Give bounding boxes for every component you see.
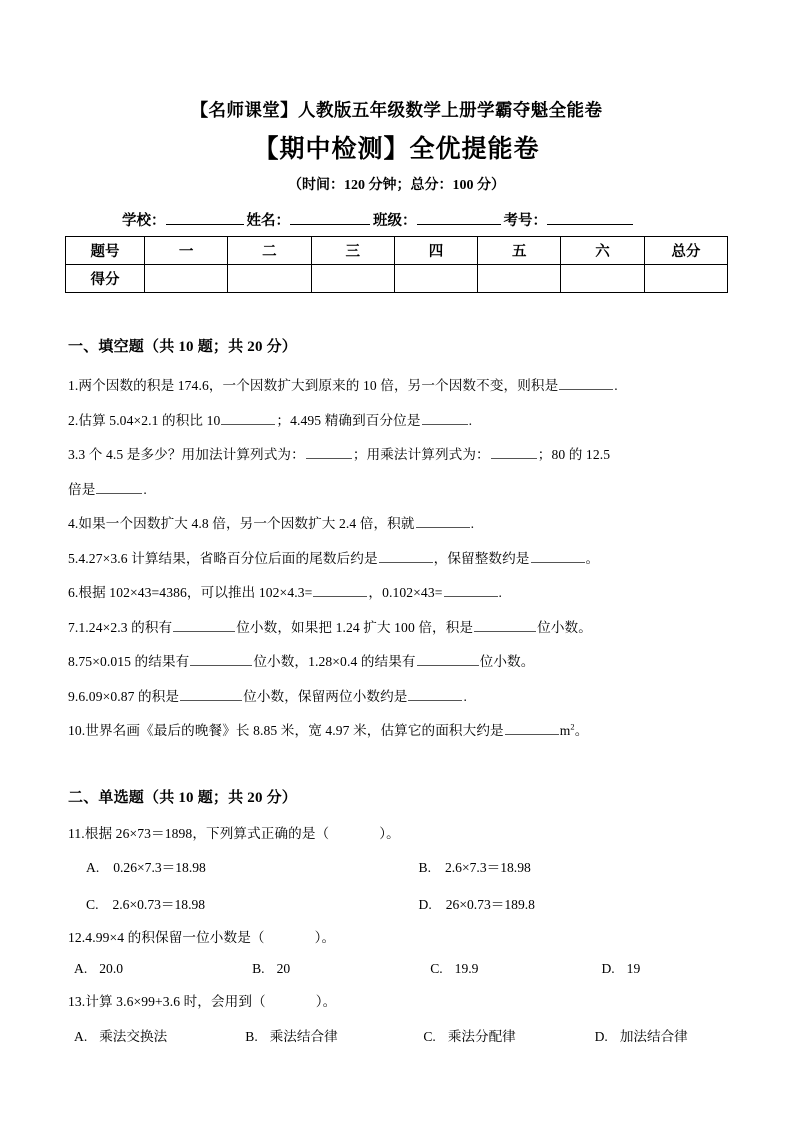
question-13-option-a-text: 乘法交换法: [99, 1028, 168, 1044]
question-12-option-b-text: 20: [276, 961, 291, 976]
exam-time-score-info: （时间：120 分钟；总分：100 分）: [288, 178, 505, 194]
question-6-blank-2[interactable]: [444, 583, 498, 597]
question-12-option-d[interactable]: [595, 961, 753, 977]
question-1: [0, 358, 793, 393]
question-3-text-e: .: [143, 481, 147, 497]
page-subtitle: 【期中检测】全优提能卷: [253, 135, 540, 163]
question-7-blank-2[interactable]: [474, 618, 536, 632]
question-11-stem: 根据 26×73＝1898，下列算式正确的是（: [84, 825, 330, 841]
school-blank[interactable]: [166, 224, 244, 225]
question-7-number: 7.: [68, 619, 79, 635]
question-6-blank-1[interactable]: [313, 583, 367, 597]
question-5-text-a: 4.27×3.6 计算结果，省略百分位后面的尾数后约是: [78, 550, 378, 566]
score-table-row-label-question: 题号: [66, 237, 145, 265]
question-13-option-c[interactable]: [417, 1025, 588, 1045]
question-4-number: 4.: [68, 516, 79, 532]
question-13-option-b-text: 乘法结合律: [269, 1028, 338, 1044]
question-9-text-a: 6.09×0.87 的积是: [78, 688, 180, 704]
question-3-blank-1[interactable]: [306, 445, 352, 459]
question-6: [0, 565, 793, 600]
score-table: [65, 236, 728, 293]
question-11-option-row-1: [68, 856, 733, 876]
question-8-number: 8.: [68, 654, 79, 670]
question-2-blank-2[interactable]: [422, 411, 468, 425]
question-3-text-b: ；用乘法计算列式为：: [352, 447, 490, 463]
question-10-blank-1[interactable]: [505, 721, 559, 735]
class-label: 班级：: [373, 213, 417, 230]
question-8-text-a: 75×0.015 的结果有: [78, 654, 190, 670]
question-13-option-a[interactable]: [68, 1025, 239, 1045]
page-title: 【名师课堂】人教版五年级数学上册学霸夺魁全能卷: [190, 100, 603, 120]
question-11-option-c-text: 2.6×0.73＝18.98: [112, 897, 206, 913]
question-12-option-c-text: 19.9: [454, 961, 479, 976]
question-3-text-d: 倍是: [68, 481, 96, 497]
question-12-stem: 4.99×4 的积保留一位小数是（: [85, 930, 265, 946]
question-8-blank-2[interactable]: [417, 652, 479, 666]
school-label: 学校：: [122, 213, 166, 230]
question-2: [0, 393, 793, 428]
question-11: [0, 809, 793, 841]
question-7-text-a: 1.24×2.3 的积有: [78, 619, 173, 635]
question-1-number: 1.: [68, 378, 79, 394]
question-11-options: [0, 840, 793, 913]
question-6-text-a: 根据 102×43=4386，可以推出 102×4.3=: [78, 585, 313, 601]
question-6-text-c: .: [498, 585, 502, 601]
question-9-blank-1[interactable]: [180, 687, 242, 701]
score-table-row-label-score: 得分: [66, 265, 145, 293]
question-11-option-b[interactable]: [401, 856, 734, 876]
question-7-text-c: 位小数。: [537, 619, 592, 635]
score-col-6: 六: [561, 237, 644, 265]
question-13-option-d[interactable]: [589, 1025, 753, 1045]
question-10-text-a: 世界名画《最后的晚餐》长 8.85 米，宽 4.97 米，估算它的面积大约是: [85, 723, 504, 739]
question-11-option-b-text: 2.6×7.3＝18.98: [444, 860, 531, 876]
question-13-option-b-key: B.: [245, 1028, 258, 1044]
question-3: [0, 427, 793, 496]
question-1-text: 两个因数的积是 174.6，一个因数扩大到原来的 10 倍，另一个因数不变，则积是: [78, 378, 559, 394]
question-8-text-b: 位小数，1.28×0.4 的结果有: [253, 654, 416, 670]
question-12-number: 12.: [68, 930, 86, 946]
question-11-option-a[interactable]: [68, 856, 401, 876]
score-cell-6[interactable]: [561, 265, 644, 293]
table-row-scores: [66, 265, 728, 293]
question-10-unit: m: [559, 723, 571, 739]
question-12-option-d-text: 19: [626, 961, 641, 976]
question-5-text-b: ，保留整数约是: [433, 550, 530, 566]
question-9: [0, 669, 793, 704]
question-13-option-a-key: A.: [74, 1028, 88, 1044]
score-cell-2[interactable]: [228, 265, 311, 293]
question-2-text-a: 估算 5.04×2.1 的积比 10: [78, 412, 221, 428]
question-7-blank-1[interactable]: [173, 618, 235, 632]
question-12: [0, 913, 793, 945]
question-13-option-d-key: D.: [594, 1028, 608, 1044]
question-6-text-b: ，0.102×43=: [368, 585, 443, 601]
question-12-option-c[interactable]: [424, 961, 595, 977]
question-11-number: 11.: [68, 825, 85, 841]
question-6-number: 6.: [68, 585, 79, 601]
question-3-text-c: ；80 的 12.5: [537, 447, 611, 463]
score-col-4: 四: [394, 237, 477, 265]
question-11-option-row-2: [68, 876, 733, 913]
question-5-blank-2[interactable]: [531, 549, 585, 563]
question-13-stem: 计算 3.6×99+3.6 时，会用到（: [85, 994, 266, 1009]
question-12-stem-end: ）。: [314, 930, 336, 946]
score-col-2: 二: [228, 237, 311, 265]
score-col-total: 总分: [644, 237, 727, 265]
question-2-number: 2.: [68, 412, 79, 428]
student-info-line: [0, 195, 793, 230]
question-12-option-a[interactable]: [68, 961, 246, 977]
question-13-option-c-text: 乘法分配律: [447, 1028, 516, 1044]
question-12-options: [0, 945, 793, 977]
score-cell-1[interactable]: [145, 265, 228, 293]
exam-number-blank[interactable]: [547, 224, 633, 225]
question-5-blank-1[interactable]: [379, 549, 433, 563]
question-3-blank-2[interactable]: [491, 445, 537, 459]
question-10-number: 10.: [68, 723, 86, 739]
question-12-option-c-key: C.: [430, 961, 443, 976]
question-1-text-end: .: [614, 378, 618, 394]
question-10-unit-exponent: 2: [570, 721, 575, 732]
question-10: [0, 703, 793, 738]
question-9-text-c: .: [463, 688, 467, 704]
question-12-option-b-key: B.: [252, 961, 265, 976]
question-11-option-a-text: 0.26×7.3＝18.98: [113, 860, 206, 876]
question-3-blank-3[interactable]: [96, 480, 142, 494]
question-11-stem-end: ）。: [379, 825, 400, 841]
question-5-text-c: 。: [585, 550, 600, 566]
question-13-option-d-text: 加法结合律: [619, 1028, 688, 1044]
question-2-text-b: ；4.495 精确到百分位是: [276, 412, 421, 428]
score-cell-4[interactable]: [394, 265, 477, 293]
question-13: [0, 977, 793, 1009]
question-13-option-b[interactable]: [239, 1025, 417, 1045]
score-col-5: 五: [478, 237, 561, 265]
question-11-option-d-key: D.: [418, 897, 432, 913]
question-11-option-a-key: A.: [86, 860, 100, 876]
score-col-1: 一: [145, 237, 228, 265]
question-11-option-c[interactable]: [68, 893, 401, 913]
score-col-3: 三: [311, 237, 394, 265]
question-5-number: 5.: [68, 550, 79, 566]
question-3-text-a: 3 个 4.5 是多少？用加法计算列式为：: [78, 447, 305, 463]
score-cell-3[interactable]: [311, 265, 394, 293]
section-heading-multiple-choice: 二、单选题（共 10 题；共 20 分）: [68, 789, 298, 806]
table-row-header: [66, 237, 728, 265]
question-1-blank-1[interactable]: [559, 376, 613, 390]
question-12-option-a-key: A.: [74, 961, 88, 976]
question-4-blank-1[interactable]: [416, 514, 470, 528]
name-label: 姓名：: [246, 213, 290, 230]
question-2-blank-1[interactable]: [221, 411, 275, 425]
question-11-option-c-key: C.: [86, 897, 99, 913]
question-9-blank-2[interactable]: [408, 687, 462, 701]
question-13-number: 13.: [68, 994, 86, 1009]
question-12-option-d-key: D.: [601, 961, 615, 976]
question-8-blank-1[interactable]: [190, 652, 252, 666]
question-11-option-b-key: B.: [418, 860, 431, 876]
exam-number-label: 考号：: [503, 213, 547, 230]
question-12-option-a-text: 20.0: [99, 961, 124, 976]
question-11-option-d[interactable]: [401, 893, 734, 913]
section-heading-fill-in: 一、填空题（共 10 题；共 20 分）: [68, 339, 298, 356]
question-4-text: 如果一个因数扩大 4.8 倍，另一个因数扩大 2.4 倍，积就: [78, 516, 415, 532]
question-4: [0, 496, 793, 531]
question-11-option-d-text: 26×0.73＝189.8: [445, 897, 535, 913]
class-blank[interactable]: [417, 224, 501, 225]
question-5: [0, 531, 793, 566]
question-8: [0, 634, 793, 669]
question-3-number: 3.: [68, 447, 79, 463]
score-cell-5[interactable]: [478, 265, 561, 293]
name-blank[interactable]: [290, 224, 370, 225]
question-7: [0, 600, 793, 635]
question-4-text-end: .: [470, 516, 475, 532]
question-12-option-b[interactable]: [246, 961, 424, 977]
question-13-option-c-key: C.: [423, 1028, 436, 1044]
question-13-options: [0, 1009, 793, 1045]
question-2-text-c: .: [468, 412, 473, 428]
question-9-number: 9.: [68, 688, 79, 704]
question-10-text-b: 。: [574, 723, 589, 739]
question-7-text-b: 位小数，如果把 1.24 扩大 100 倍，积是: [236, 619, 474, 635]
question-13-stem-end: ）。: [315, 994, 337, 1009]
question-8-text-c: 位小数。: [479, 654, 535, 670]
question-9-text-b: 位小数，保留两位小数约是: [243, 688, 408, 704]
score-table-wrapper: [0, 230, 793, 293]
score-cell-total[interactable]: [644, 265, 727, 293]
